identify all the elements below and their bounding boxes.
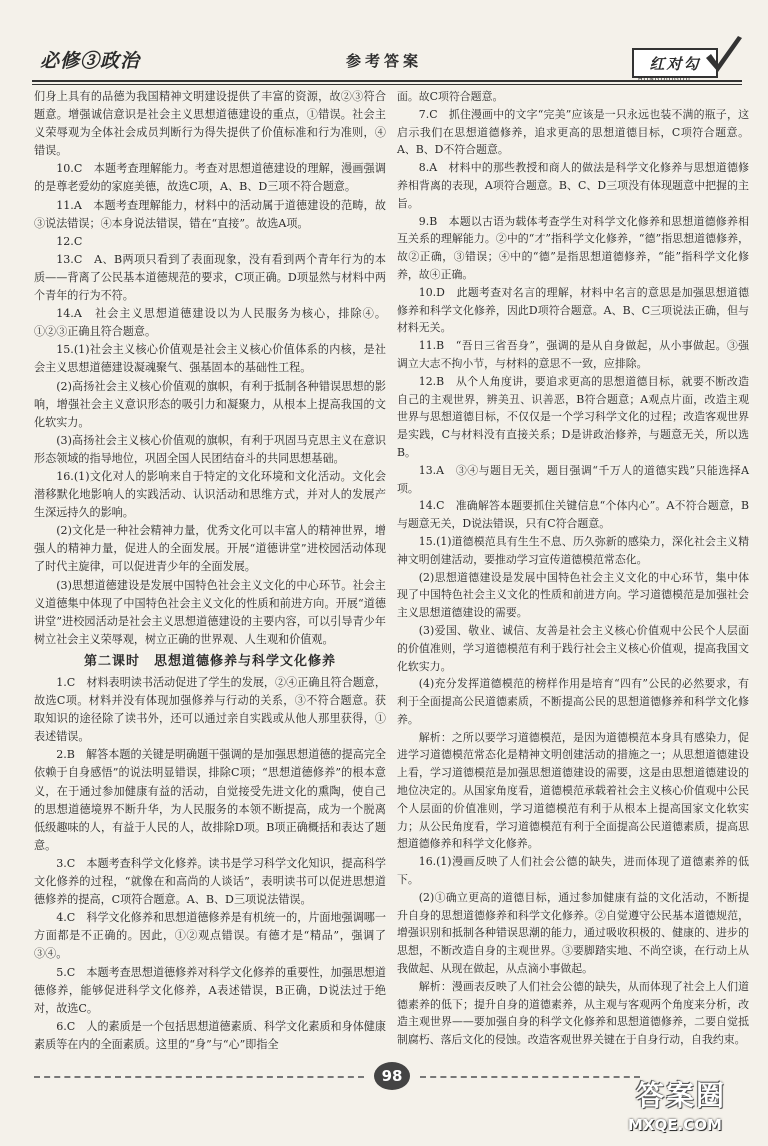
answer-paragraph: 8.A 材料中的那些教授和商人的做法是科学文化修养与思想道德修养相背离的表现，A项符合题意。B、C、D三项没有体现题意中把握的主旨。	[397, 161, 749, 210]
header-divider	[32, 80, 742, 85]
answer-paragraph: 11.B “吾日三省吾身”，强调的是从自身做起，从小事做起。③强调立大志不拘小节，与材料的意思不一致，应排除。	[397, 339, 749, 370]
answer-paragraph: 4.C 科学文化修养和思想道德修养是有机统一的，片面地强调哪一方面都是不正确的。因此，①②观点错误。有德才是“精品”，强调了③④。	[34, 911, 386, 961]
answer-paragraph: (2)思想道德建设是发展中国特色社会主义文化的中心环节，集中体现了中国特色社会主义文化的性质和前进方向。学习道德模范是加强社会主义思想道德建设的需要。	[397, 570, 749, 620]
answer-paragraph: 10.D 此题考查对名言的理解，材料中名言的意思是加强思想道德修养和科学文化修养，因此D项符合题意。A、B、C三项说法正确，但与材料无关。	[397, 285, 749, 335]
answer-paragraph: 15.(1)道德模范具有生生不息、历久弥新的感染力，深化社会主义精神文明创建活动，要推动学习宣传道德模范常态化。	[397, 534, 749, 566]
answer-paragraph: 解析：之所以要学习道德模范，是因为道德模范本身具有感染力，促进学习道德模范常态化是精神文明创建活动的措施之一；从思想道德建设上看，学习道德模范是加强思想道德建设的需要，这是由思想道德建设的地位决定的。从国家角度看，道德模范承载着社会主义核心价值观中公民个人层面的价值准则，学习道德模范有利于从根本上提高国家文化软实力；从公民角度看，学习道德模范有利于全面提高公民道德素质，提高思想道德修养和科学文化修养。	[397, 730, 749, 851]
book-title: 必修③政治	[40, 50, 141, 72]
brand-subtitle: HONGDUIGOU	[638, 76, 691, 83]
answer-paragraph: (2)高扬社会主义核心价值观的旗帜，有利于抵制各种错误思想的影响，增强社会主义意识形态的吸引力和凝聚力，从根本上提高我国的文化软实力。	[34, 379, 386, 429]
page-header	[32, 40, 742, 83]
footer-line-right	[420, 1076, 640, 1078]
left-column	[34, 88, 386, 1054]
answer-paragraph: 面。故C项符合题意。	[397, 90, 504, 103]
page-number: 98	[374, 1062, 410, 1090]
answer-paragraph: 7.C 抓住漫画中的文字“完美”应该是一只永远也装不满的瓶子，这启示我们在思想道德修养，追求更高的思想道德目标，C项符合题意。A、B、D不符合题意。	[397, 107, 749, 157]
answer-paragraph: (3)思想道德建设是发展中国特色社会主义文化的中心环节。社会主义道德集中体现了中国特色社会主义文化的性质和前进方向。开展“道德讲堂”进校园活动是社会主义思想道德建设的主要内容，可以引导青少年树立社会主义荣辱观，树立正确的世界观、人生观和价值观。	[34, 578, 386, 646]
watermark-title: 答案圈	[636, 1079, 727, 1112]
brand-logo	[632, 34, 742, 84]
answer-paragraph: 13.C A、B两项只看到了表面现象，没有看到两个青年行为的本质——背离了公民基本道德规范的要求，C项正确。D项显然与材料中两个青年的行为不符。	[34, 252, 386, 303]
answer-paragraph: 6.C 人的素质是一个包括思想道德素质、科学文化素质和身体健康素质等在内的全面素质。这里的“身”与“心”即指全	[34, 1019, 386, 1051]
right-column	[397, 88, 749, 1049]
answer-paragraph: 16.(1)漫画反映了人们社会公德的缺失，进而体现了道德素养的低下。	[397, 855, 749, 887]
answer-paragraph: 10.C 本题考查理解能力。考查对思想道德建设的理解，漫画强调的是尊老爱幼的家庭美德，故选C项，A、B、D三项不符合题意。	[34, 162, 386, 194]
answer-paragraph: 解析：漫画表反映了人们社会公德的缺失，从而体现了社会上人们道德素养的低下；提升自身的道德素养，从主观与客观两个角度来分析，改造主观世界——要加强自身的科学文化修养和思想道德修养，二要自觉抵制腐朽、落后文化的侵蚀。改造客观世界关键在于自身行动，自我约束。	[397, 979, 749, 1047]
answer-paragraph: 14.C 准确解答本题要抓住关键信息“个体内心”。A不符合题意，B与题意无关，D说法错误，只有C符合题意。	[397, 499, 749, 531]
answer-paragraph: 2.B 解答本题的关键是明确题干强调的是加强思想道德的提高完全依赖于自身感悟”的说法明显错误，排除C项；“思想道德修养”的根本意义，在于通过参加健康有益的活动，自觉接受先进文化的熏陶，使自己的思想道德境界不断升华，为人民服务的本领不断提高，成为一个脱离低级趣味的人，有益于人民的人，故排除D项。B项正确概括和表达了题意。	[34, 748, 386, 852]
footer-line-left	[34, 1076, 364, 1078]
answer-paragraph: (3)爱国、敬业、诚信、友善是社会主义核心价值观中公民个人层面的价值准则，学习道德模范有利于践行社会主义核心价值观，提高我国文化软实力。	[397, 623, 749, 673]
answer-paragraph: 15.(1)社会主义核心价值观是社会主义核心价值体系的内核，是社会主义思想道德建设凝魂聚气、强基固本的基础性工程。	[34, 343, 386, 375]
section-title: 参考答案	[346, 52, 423, 70]
answer-paragraph: (3)高扬社会主义核心价值观的旗帜，有利于巩固马克思主义在意识形态领域的指导地位，巩固全国人民团结奋斗的共同思想基础。	[34, 433, 386, 465]
answer-paragraph: 5.C 本题考查思想道德修养对科学文化修养的重要性，加强思想道德修养，能够促进科学文化修养，A表述错误，B正确，D说法过于绝对，故选C。	[34, 965, 386, 1015]
answer-paragraph: 9.B 本题以古语为载体考查学生对科学文化修养和思想道德修养相互关系的理解能力。②中的“才”指科学文化修养，“德”指思想道德修养，故②正确，③错误；④中的“德”是指思想道德修养，“能”指科学文化修养，故④正确。	[397, 214, 749, 281]
answer-paragraph: 1.C 材料表明读书活动促进了学生的发展，②④正确且符合题意，故选C项。材料并没有体现加强修养与行动的关系，③不符合题意。获取知识的途径除了读书外，还可以通过亲自实践或从他人那里获得，①表述错误。	[34, 676, 386, 744]
answer-paragraph: (2)①确立更高的道德目标，通过参加健康有益的文化活动，不断提升自身的思想道德修养和科学文化修养。②自觉遵守公民基本道德规范，增强识别和抵制各种错误思潮的能力，通过吸收积极的、健康的、进步的思想，不断改造自身的主观世界。③要脚踏实地、不尚空谈，在行动上从我做起、从现在做起，从点滴小事做起。	[397, 890, 749, 976]
checkmark-icon	[702, 34, 744, 78]
watermark-logo	[628, 1074, 758, 1140]
answer-paragraph: 3.C 本题考查科学文化修养。读书是学习科学文化知识，提高科学文化修养的过程，“就像在和高尚的人谈话”，表明读书可以促进思想道德修养的提高，C项符合题意。A、B、D三项说法错误。	[34, 856, 386, 907]
answer-paragraph: 12.C	[56, 234, 83, 248]
brand-name: 红对勾	[632, 48, 718, 78]
answer-paragraph: 14.A 社会主义思想道德建设以为人民服务为核心，排除④。①②③正确且符合题意。	[34, 307, 386, 339]
answer-paragraph: 们身上具有的品德为我国精神文明建设提供了丰富的资源，故②③符合题意。增强诚信意识是社会主义思想道德建设的重点，①错误。社会主义荣辱观为全体社会成员判断行为得失提供了价值标准和行为准则，④错误。	[34, 90, 386, 158]
watermark-url: MXQE.COM	[628, 1116, 722, 1134]
answer-paragraph: 16.(1)文化对人的影响来自于特定的文化环境和文化活动。文化会潜移默化地影响人的实践活动、认识活动和思维方式，并对人的发展产生深远持久的影响。	[34, 469, 386, 520]
answer-paragraph: 11.A 本题考查理解能力，材料中的活动属于道德建设的范畴，故③说法错误；④本身说法错误，错在“直接”。故选A项。	[34, 198, 386, 230]
answer-paragraph: 13.A ③④与题目无关，题目强调“千万人的道德实践”只能选择A项。	[397, 463, 749, 495]
answer-paragraph: (4)充分发挥道德模范的榜样作用是培育“四有”公民的必然要求，有利于全面提高公民道德素质，不断提高公民的思想道德修养和科学文化修养。	[397, 677, 749, 726]
lesson-heading: 第二课时 思想道德修养与科学文化修养	[83, 653, 336, 669]
answer-paragraph: 12.B 从个人角度讲，要追求更高的思想道德目标，就要不断改造自己的主观世界，辨美丑、识善恶，B符合题意；A观点片面，改造主观世界与思想道德目标，不仅仅是一个学习科学文化的过程；改造客观世界是实践，C与材料没有直接关系；D是讲政治修养，与题意无关，所以选B。	[397, 374, 749, 459]
answer-paragraph: (2)文化是一种社会精神力量，优秀文化可以丰富人的精神世界，增强人的精神力量，促进人的全面发展。开展“道德讲堂”进校园活动体现了时代主旋律，可以促进青少年的全面发展。	[34, 524, 386, 574]
